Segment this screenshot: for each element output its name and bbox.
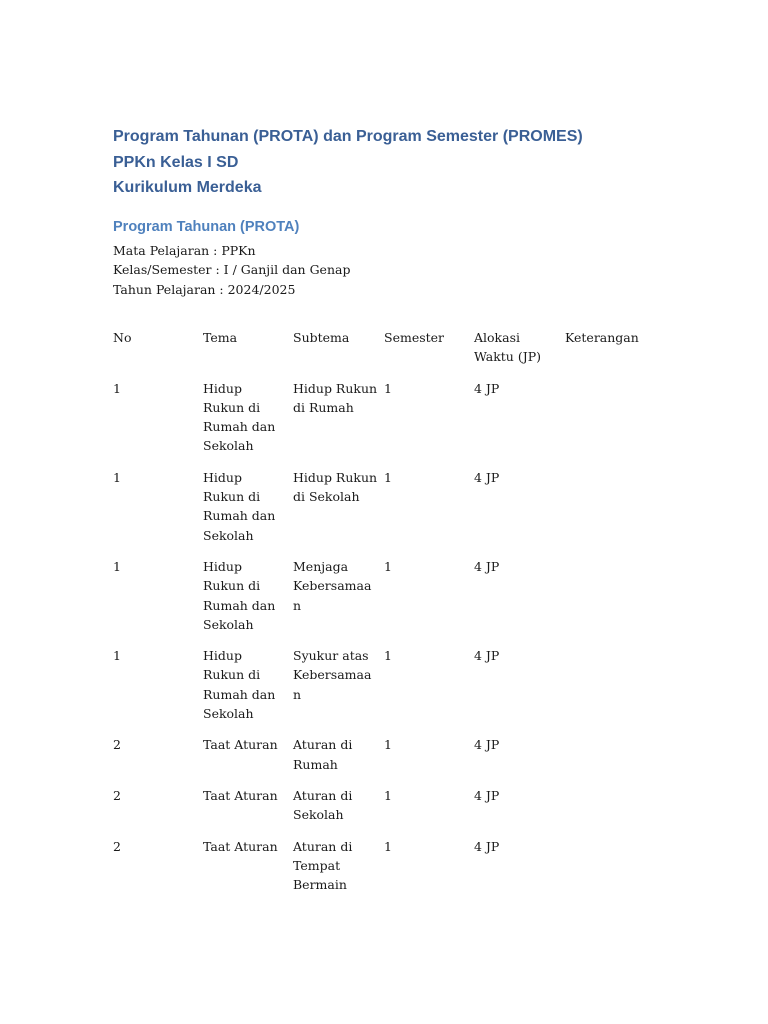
cell-alokasi: 4 JP: [474, 380, 500, 396]
cell-tema: Taat Aturan: [203, 838, 278, 854]
cell-keterangan: [565, 557, 673, 646]
table-row: [113, 837, 673, 907]
column-header-alokasi: Alokasi Waktu (JP): [474, 330, 542, 365]
document-title-line-3: Kurikulum Merdeka: [113, 179, 262, 196]
cell-subtema: Aturan di Tempat Bermain: [293, 838, 353, 893]
cell-semester: 1: [384, 469, 392, 485]
cell-keterangan: [565, 837, 673, 907]
prota-table: [113, 328, 673, 906]
section-heading: Program Tahunan (PROTA): [113, 218, 300, 235]
cell-alokasi: 4 JP: [474, 737, 500, 753]
table-row: [113, 468, 673, 557]
cell-tema: Hidup Rukun di Rumah dan Sekolah: [203, 380, 276, 454]
cell-no: 1: [113, 558, 121, 574]
document-title-line-2: PPKn Kelas I SD: [113, 153, 239, 171]
tahun-pelajaran: Tahun Pelajaran : 2024/2025: [113, 281, 296, 297]
table-header-row: [113, 328, 673, 379]
table-row: [113, 379, 673, 468]
column-header-keterangan: Keterangan: [565, 330, 639, 345]
cell-subtema: Hidup Rukun di Sekolah: [293, 469, 378, 505]
cell-tema: Hidup Rukun di Rumah dan Sekolah: [203, 469, 276, 543]
cell-tema: Taat Aturan: [203, 737, 278, 753]
column-header-semester: Semester: [384, 330, 445, 345]
document-page: [113, 124, 673, 906]
cell-semester: 1: [384, 558, 392, 574]
cell-subtema: Syukur atas Kebersamaan: [293, 648, 372, 702]
cell-subtema: Aturan di Rumah: [293, 737, 353, 772]
table-row: [113, 646, 673, 735]
column-header-subtema: Subtema: [293, 330, 350, 345]
cell-keterangan: [565, 735, 673, 786]
cell-no: 1: [113, 648, 121, 664]
cell-alokasi: 4 JP: [474, 469, 500, 485]
cell-keterangan: [565, 379, 673, 468]
cell-semester: 1: [384, 737, 392, 753]
cell-alokasi: 4 JP: [474, 787, 500, 803]
cell-no: 2: [113, 838, 121, 854]
cell-tema: Hidup Rukun di Rumah dan Sekolah: [203, 648, 276, 722]
cell-tema: Hidup Rukun di Rumah dan Sekolah: [203, 558, 276, 632]
cell-no: 1: [113, 380, 121, 396]
cell-subtema: Aturan di Sekolah: [293, 787, 353, 823]
cell-semester: 1: [384, 838, 392, 854]
kelas-semester: Kelas/Semester : I / Ganjil dan Genap: [113, 262, 351, 277]
cell-alokasi: 4 JP: [474, 558, 500, 574]
cell-tema: Taat Aturan: [203, 787, 278, 803]
cell-subtema: Hidup Rukun di Rumah: [293, 380, 378, 415]
cell-semester: 1: [384, 787, 392, 803]
cell-no: 2: [113, 787, 121, 803]
cell-no: 2: [113, 737, 121, 753]
cell-keterangan: [565, 646, 673, 735]
table-row: [113, 786, 673, 837]
mata-pelajaran: Mata Pelajaran : PPKn: [113, 242, 256, 258]
cell-subtema: Menjaga Kebersamaan: [293, 558, 372, 613]
cell-keterangan: [565, 468, 673, 557]
cell-semester: 1: [384, 648, 392, 664]
table-row: [113, 735, 673, 786]
cell-keterangan: [565, 786, 673, 837]
cell-alokasi: 4 JP: [474, 648, 500, 664]
table-row: [113, 557, 673, 646]
document-title-line-1: Program Tahunan (PROTA) dan Program Semester (PROMES): [113, 128, 583, 145]
column-header-tema: Tema: [203, 330, 238, 345]
cell-no: 1: [113, 469, 121, 485]
cell-alokasi: 4 JP: [474, 838, 500, 854]
column-header-no: No: [113, 330, 132, 345]
cell-semester: 1: [384, 380, 392, 396]
